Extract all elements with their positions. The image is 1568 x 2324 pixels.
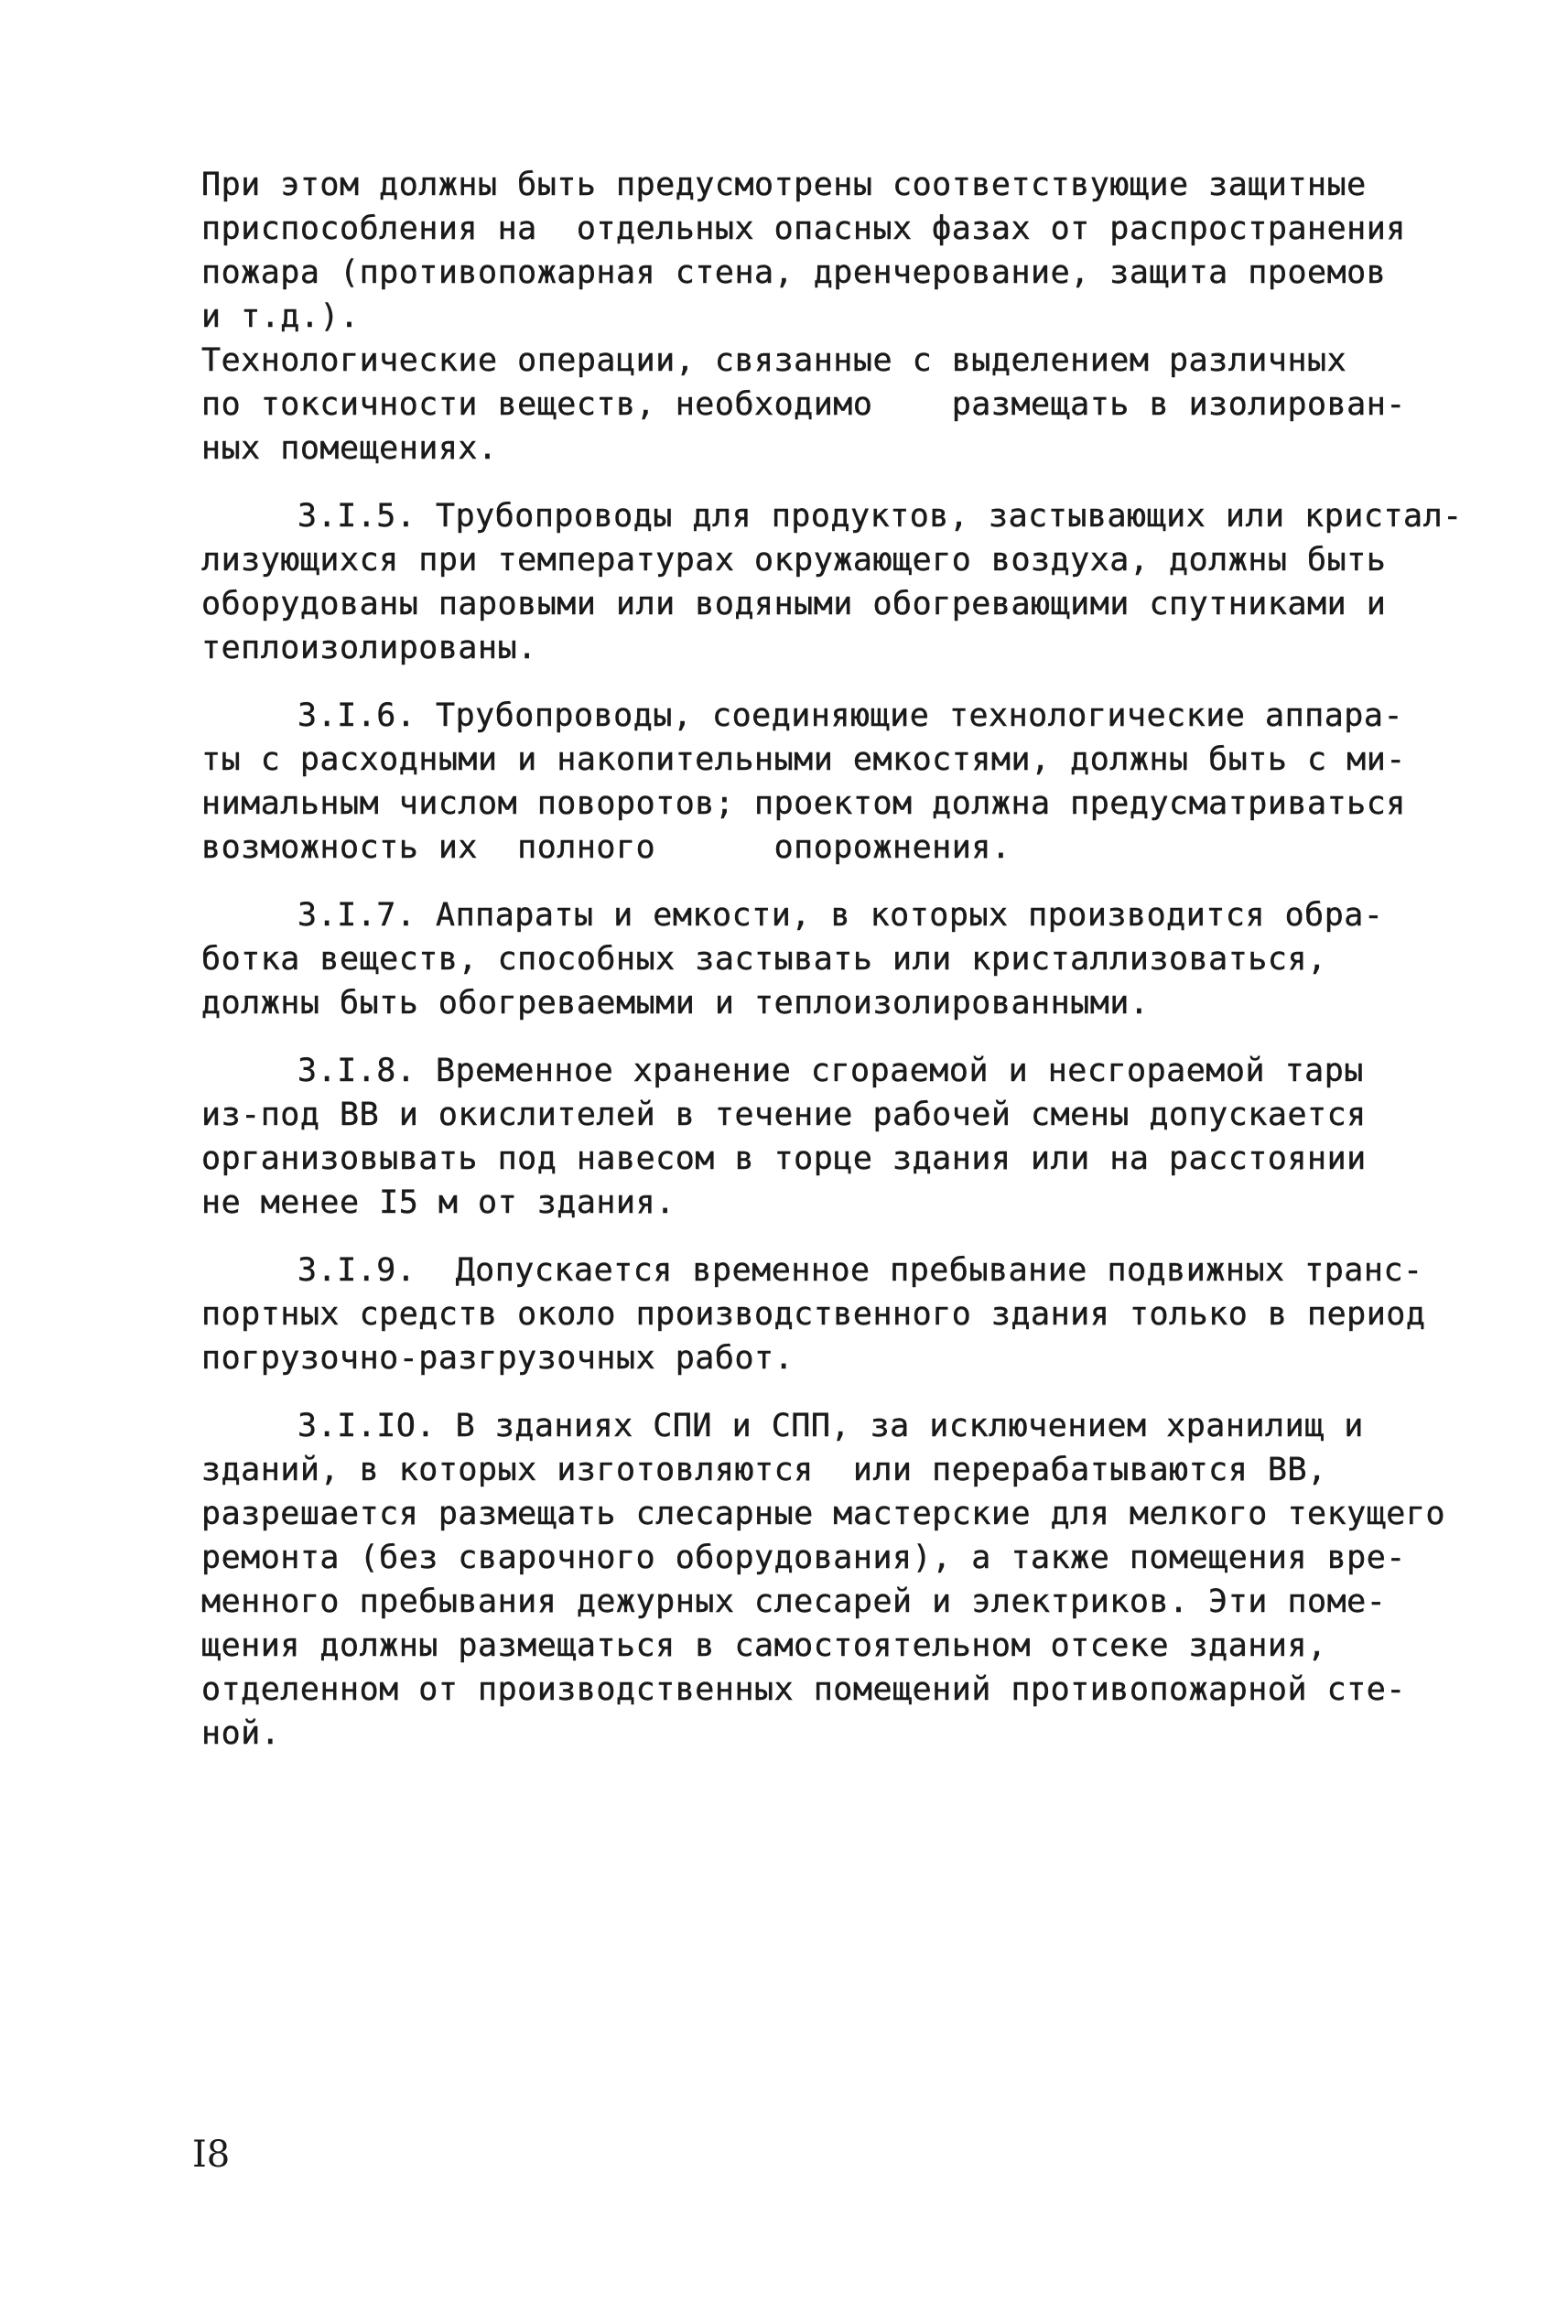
clause-3-1-10-line-4: ремонта (без сварочного оборудования), а также помещения вре- [201,1540,1406,1576]
intro-line-1: При этом должны быть предусмотрены соответствующие защитные [201,167,1367,203]
intro-line-6: по токсичности веществ, необходимо размещать в изолирован- [201,386,1406,423]
clause-3-1-9-line-1: 3.I.9. Допускается временное пребывание подвижных транс- [297,1252,1423,1289]
page-number: I8 [192,2134,231,2176]
intro-line-4: и т.д.). [201,298,360,335]
clause-3-1-7-line-3: должны быть обогреваемыми и теплоизолированными. [201,985,1150,1021]
clause-3-1-10-line-3: разрешается размещать слесарные мастерские для мелкого текущего [201,1496,1446,1532]
clause-3-1-5-line-1: 3.I.5. Трубопроводы для продуктов, застывающих или кристал- [297,498,1463,535]
clause-3-1-10-line-6: щения должны размещаться в самостоятельном отсеке здания, [201,1627,1327,1664]
intro-line-2: приспособления на отдельных опасных фазах от распространения [201,211,1406,247]
clause-3-1-5-line-3: оборудованы паровыми или водяными обогревающими спутниками и [201,586,1387,622]
clause-3-1-7-line-2: ботка веществ, способных застывать или кристаллизоваться, [201,941,1327,978]
clause-3-1-8-line-1: 3.I.8. Временное хранение сгораемой и несгораемой тары [297,1053,1364,1089]
clause-3-1-10-line-5: менного пребывания дежурных слесарей и электриков. Эти поме- [201,1584,1387,1620]
clause-3-1-10-line-7: отделенном от производственных помещений противопожарной сте- [201,1671,1406,1708]
clause-3-1-6-line-3: нимальным числом поворотов; проектом должна предусматриваться [201,785,1406,822]
clause-3-1-5-line-2: лизующихся при температурах окружающего воздуха, должны быть [201,542,1387,578]
clause-3-1-8-line-3: организовывать под навесом в торце здания или на расстоянии [201,1140,1367,1177]
clause-3-1-8-line-4: не менее I5 м от здания. [201,1184,676,1221]
clause-3-1-6-line-1: 3.I.6. Трубопроводы, соединяющие технологические аппара- [297,697,1404,734]
intro-line-5: Технологические операции, связанные с выделением различных [201,342,1347,379]
clause-3-1-7-line-1: 3.I.7. Аппараты и емкости, в которых производится обра- [297,897,1384,934]
clause-3-1-10-line-2: зданий, в которых изготовляются или перерабатываются ВВ, [201,1452,1327,1488]
intro-line-3: пожара (противопожарная стена, дренчерование, защита проемов [201,254,1387,291]
clause-3-1-6-line-4: возможность их полного опорожнения. [201,829,1011,866]
intro-line-7: ных помещениях. [201,430,498,467]
clause-3-1-9-line-3: погрузочно-разгрузочных работ. [201,1340,795,1377]
clause-3-1-8-line-2: из-под ВВ и окислителей в течение рабочей смены допускается [201,1097,1367,1133]
clause-3-1-5-line-4: теплоизолированы. [201,630,537,666]
clause-3-1-10-line-1: 3.I.IO. В зданиях СПИ и СПП, за исключением хранилищ и [297,1408,1364,1444]
clause-3-1-9-line-2: портных средств около производственного здания только в период [201,1296,1426,1333]
clause-3-1-6-line-2: ты с расходными и накопительными емкостями, должны быть с ми- [201,741,1406,778]
clause-3-1-10-line-8: ной. [201,1715,281,1752]
